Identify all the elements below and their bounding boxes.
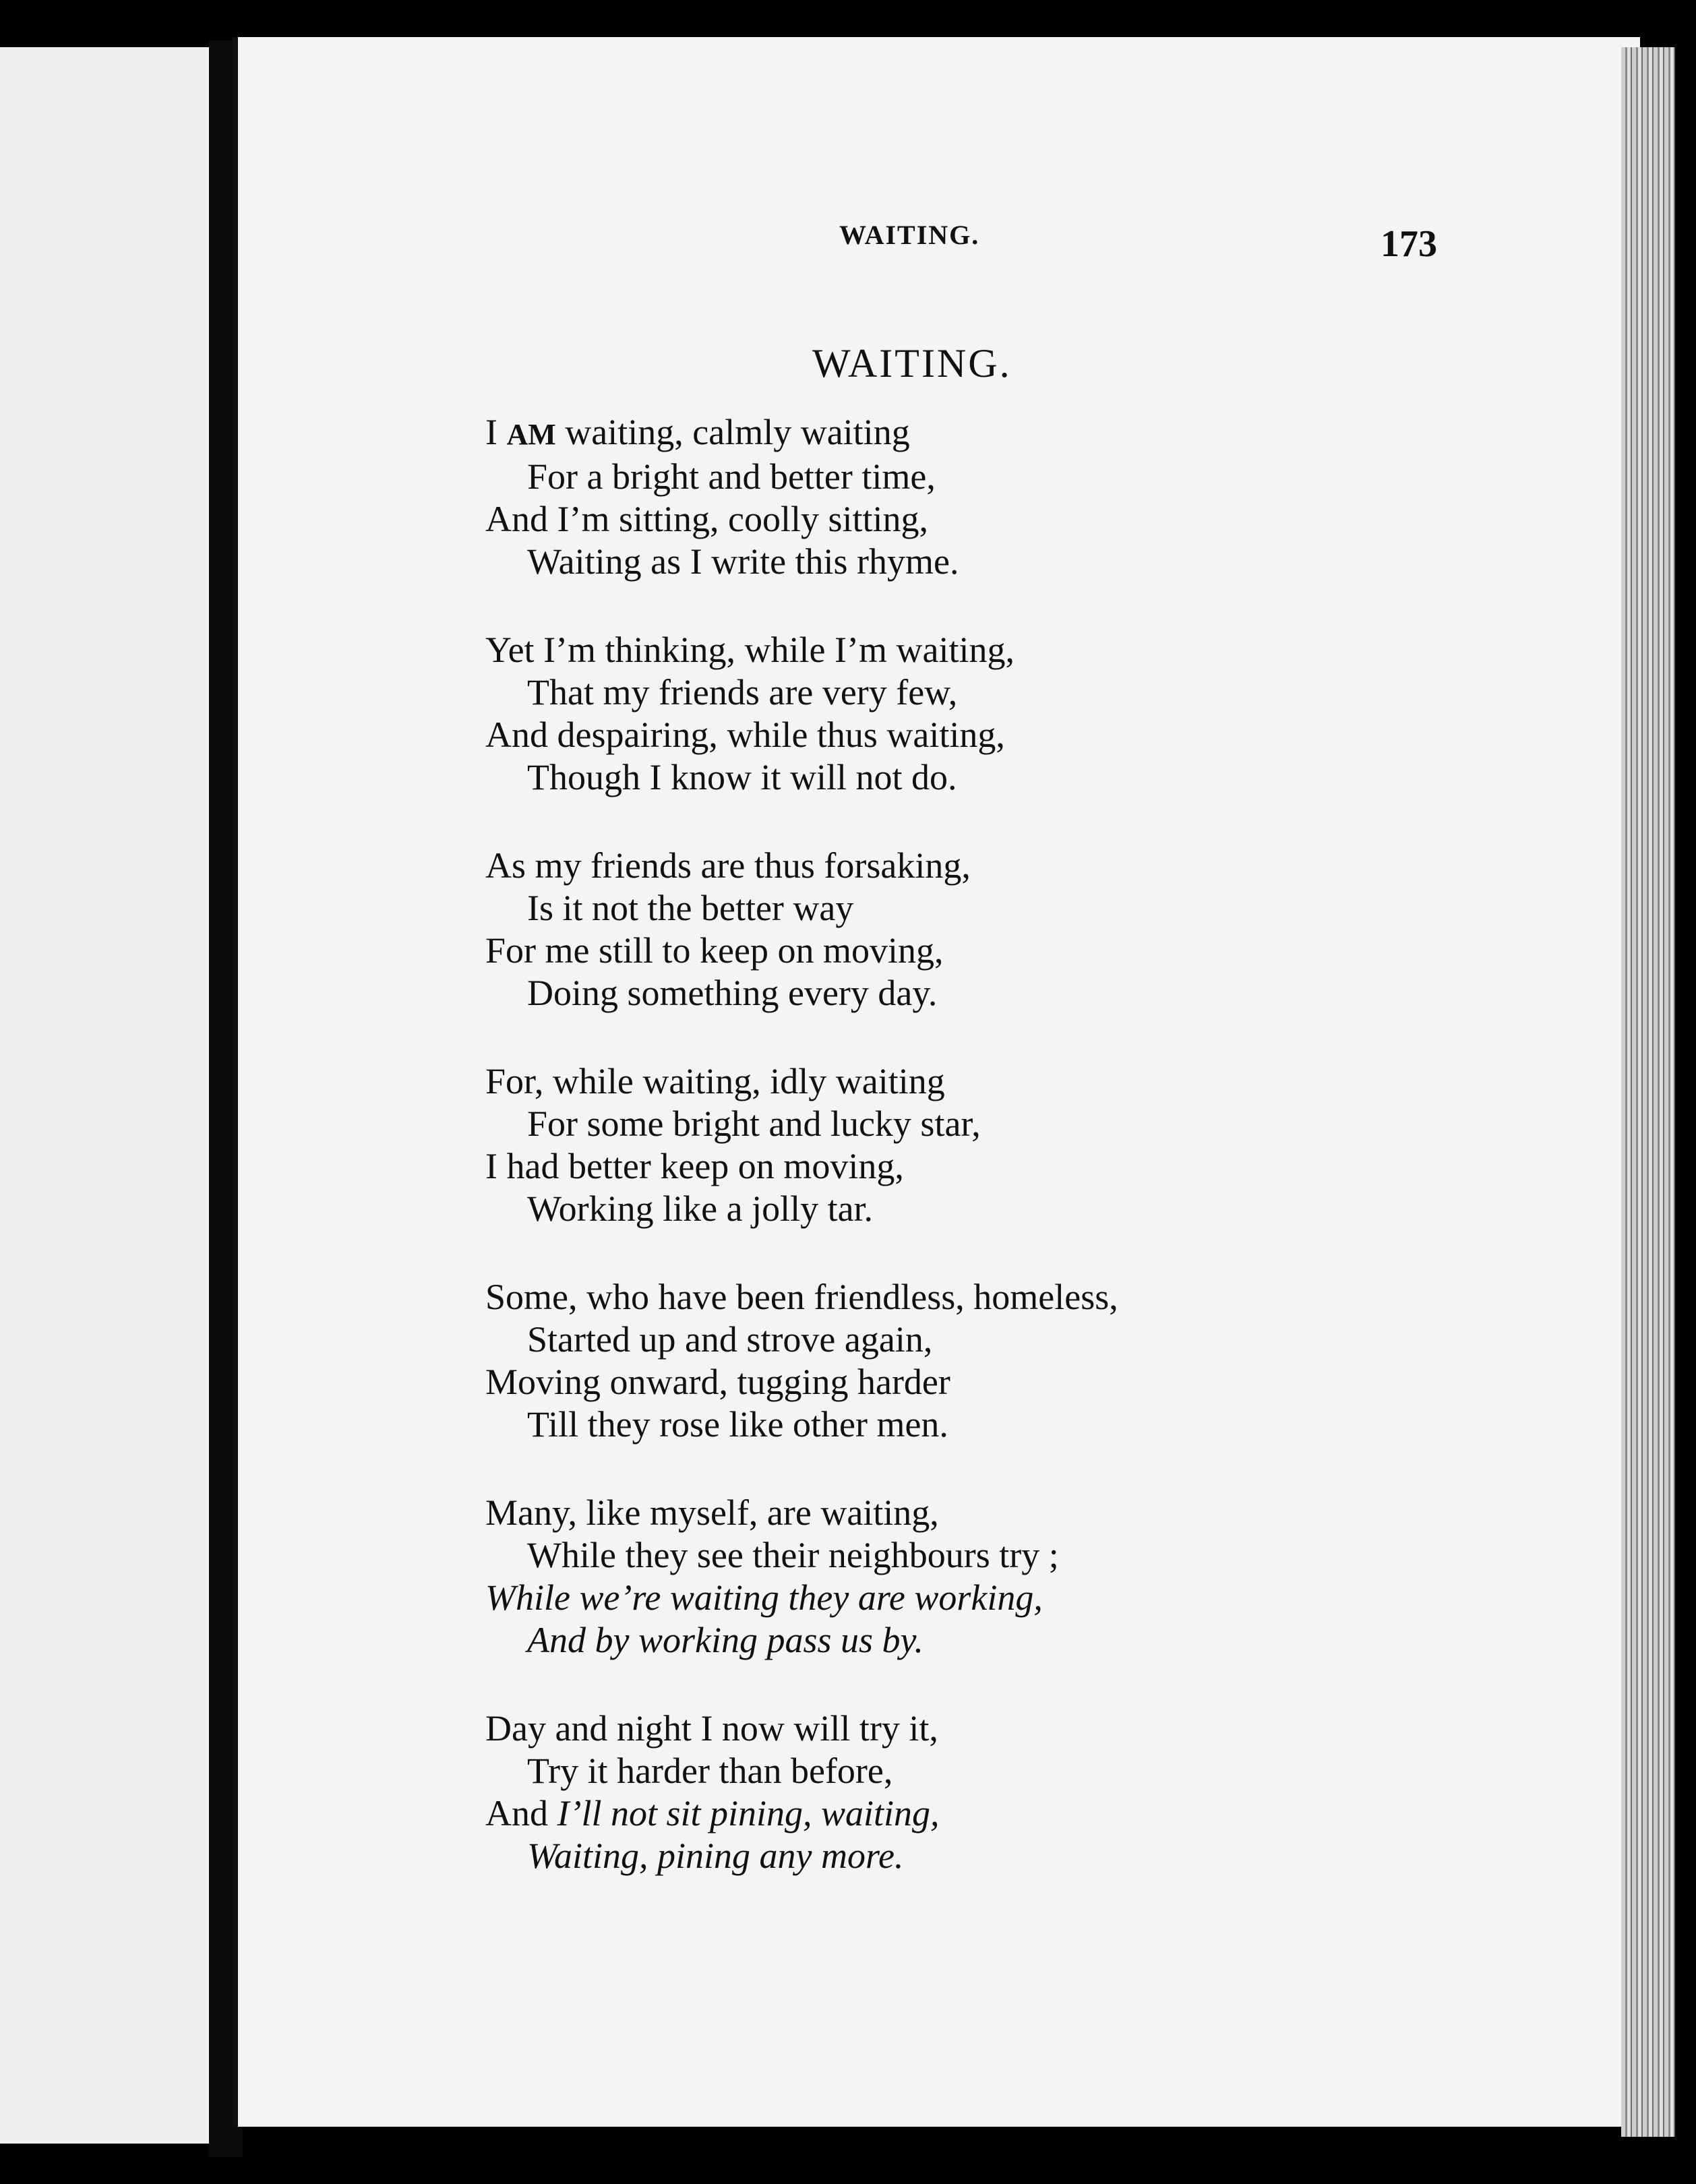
stanza: [485, 1707, 1496, 1877]
stanza: [485, 629, 1496, 799]
poem-line: Is it not the better way: [527, 888, 854, 928]
stanza: [485, 411, 1496, 583]
poem-line: For some bright and lucky star,: [527, 1103, 981, 1144]
small-caps-word: AM: [506, 418, 556, 451]
poem-line: Many, like myself, are waiting,: [485, 1492, 939, 1533]
poem-line: And I’m sitting, coolly sitting,: [485, 499, 928, 539]
facing-page: [0, 47, 209, 2144]
poem-line: Yet I’m thinking, while I’m waiting,: [485, 630, 1014, 670]
poem-line: And despairing, while thus waiting,: [485, 715, 1005, 755]
poem-line: Day and night I now will try it,: [485, 1708, 938, 1749]
page-edges: [1621, 47, 1675, 2137]
poem-line: Some, who have been friendless, homeless,: [485, 1277, 1118, 1317]
poem-line: And I’ll not sit pining, waiting,: [485, 1793, 940, 1833]
running-head: WAITING.: [839, 220, 980, 250]
stanza: [485, 1492, 1496, 1662]
poem-line: I had better keep on moving,: [485, 1146, 904, 1186]
poem-line: While we’re waiting they are working,: [485, 1577, 1043, 1618]
poem-line: Started up and strove again,: [527, 1319, 933, 1360]
poem-body: [485, 411, 1496, 1923]
stanza: [485, 1060, 1496, 1230]
poem-line: As my friends are thus forsaking,: [485, 845, 971, 886]
poem-line: Moving onward, tugging harder: [485, 1362, 950, 1402]
poem-line: And by working pass us by.: [527, 1620, 923, 1660]
poem-title: WAITING.: [812, 341, 1012, 386]
poem-line: Though I know it will not do.: [527, 757, 957, 797]
poem-line: Try it harder than before,: [527, 1751, 893, 1791]
poem-line: Waiting, pining any more.: [527, 1836, 904, 1876]
stanza: [485, 1276, 1496, 1446]
poem-line: Doing something every day.: [527, 973, 938, 1013]
poem-line: I AM waiting, calmly waiting: [485, 412, 910, 452]
poem-line: For, while waiting, idly waiting: [485, 1061, 945, 1101]
poem-line: That my friends are very few,: [527, 672, 958, 712]
poem-line: Till they rose like other men.: [527, 1404, 948, 1445]
page-number: 173: [1381, 223, 1437, 265]
poem-line: Working like a jolly tar.: [527, 1188, 874, 1229]
stanza: [485, 845, 1496, 1014]
italic-phrase: I’ll not sit pining, waiting,: [557, 1793, 940, 1833]
poem-line: For a bright and better time,: [527, 456, 936, 497]
poem-line: For me still to keep on moving,: [485, 930, 944, 971]
poem-line: While they see their neighbours try ;: [527, 1535, 1059, 1575]
poem-line: Waiting as I write this rhyme.: [527, 541, 959, 582]
